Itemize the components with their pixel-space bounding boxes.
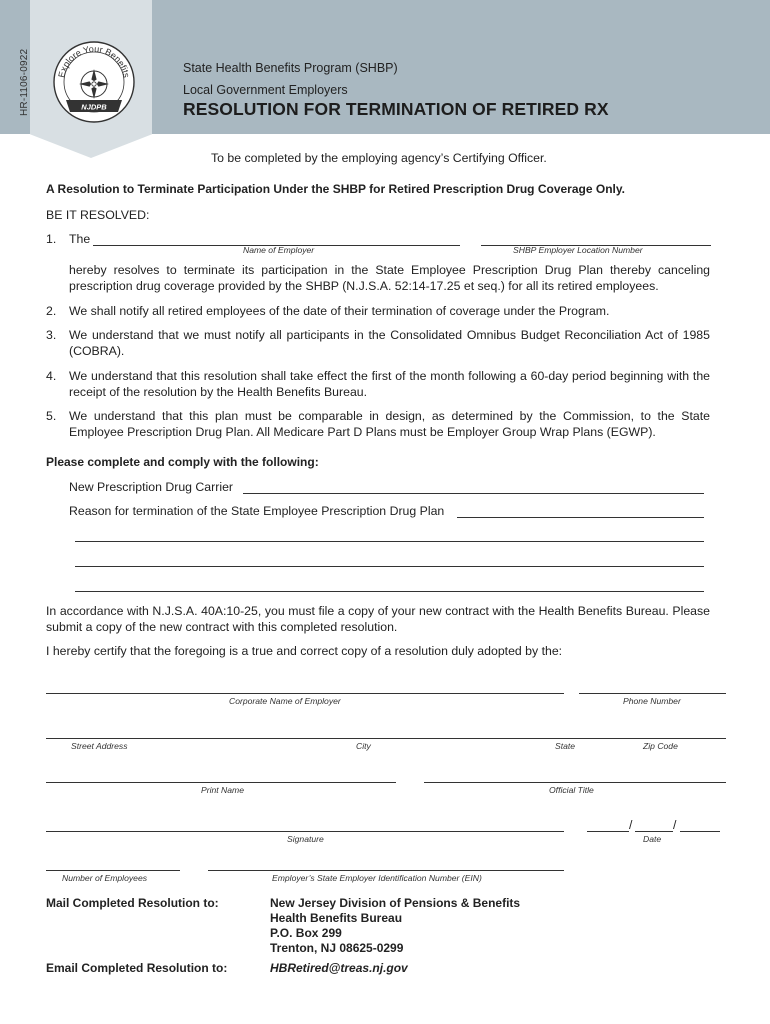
corporate-name-label: Corporate Name of Employer [229, 696, 341, 706]
reason-field[interactable] [457, 517, 704, 518]
signature-label: Signature [287, 834, 324, 844]
seal-bottom-text: NJDPB [81, 102, 107, 112]
state-label: State [555, 741, 576, 751]
item-1-continuation: hereby resolves to terminate its participation in the State Employee Prescription Drug Plan thereby canceling prescription drug coverage provided by the SHBP (N.J.S.A. 52:14-17.25 et seq.) for all its retired employees. [69, 263, 710, 293]
carrier-field[interactable] [243, 493, 704, 494]
item-2-text: We shall notify all retired employees of the date of their termination of coverage under the Program. [69, 304, 610, 318]
phone-field[interactable] [579, 693, 726, 694]
reason-label: Reason for termination of the State Employee Prescription Drug Plan [69, 504, 445, 518]
item-4-text: We understand that this resolution shall take effect the first of the month following a 60-day period beginning with the receipt of the resolution by the Health Benefits Bureau. [69, 369, 710, 399]
item-5-text: We understand that this plan must be comparable in design, as determined by the Commission, to the State Employee Prescription Drug Plan. All Medicare Part D Plans must be Employer Group Wrap Plans (EGWP). [69, 409, 710, 439]
employer-name-label: Name of Employer [243, 245, 315, 255]
be-it-resolved: BE IT RESOLVED: [46, 208, 150, 222]
reason-line-2[interactable] [75, 541, 704, 542]
form-id: HR-1106-0922 [19, 48, 30, 116]
item-1-lead: The [69, 232, 91, 246]
item-3-text: We understand that we must notify all participants in the Consolidated Omnibus Budget Reconciliation Act of 1985 (COBRA). [69, 328, 710, 358]
item-1-number: 1. [46, 232, 57, 246]
mail-line-4: Trenton, NJ 08625-0299 [270, 941, 404, 955]
city-label: City [356, 741, 371, 751]
item-3-number: 3. [46, 328, 57, 342]
email-label: Email Completed Resolution to: [46, 961, 228, 975]
signature-field[interactable] [46, 831, 564, 832]
date-year-field[interactable] [680, 831, 720, 832]
njdpb-seal-logo [52, 40, 136, 124]
date-label: Date [643, 834, 662, 844]
instruction: To be completed by the employing agency’s Certifying Officer. [211, 151, 547, 165]
print-name-label: Print Name [201, 785, 244, 795]
mail-line-2: Health Benefits Bureau [270, 911, 403, 925]
email-address-link[interactable]: HBRetired@treas.nj.gov [270, 961, 408, 975]
date-month-field[interactable] [587, 831, 629, 832]
ein-label: Employer’s State Employer Identification Number (EIN) [272, 873, 482, 883]
date-day-field[interactable] [635, 831, 673, 832]
employees-label: Number of Employees [62, 873, 148, 883]
date-separator-1: / [629, 818, 633, 832]
zip-label: Zip Code [643, 741, 678, 751]
phone-label: Phone Number [623, 696, 681, 706]
employer-location-label: SHBP Employer Location Number [513, 245, 643, 255]
mail-label: Mail Completed Resolution to: [46, 896, 219, 910]
carrier-label: New Prescription Drug Carrier [69, 480, 234, 494]
seal-top-text: Explore Your Benefits [56, 43, 132, 79]
comply-heading: Please complete and comply with the following: [46, 455, 319, 469]
address-field[interactable] [46, 738, 726, 739]
item-2-number: 2. [46, 304, 57, 318]
employees-field[interactable] [46, 870, 180, 871]
employer-type: Local Government Employers [183, 83, 348, 97]
date-separator-2: / [673, 818, 677, 832]
ein-field[interactable] [208, 870, 564, 871]
street-label: Street Address [71, 741, 128, 751]
mail-line-3: P.O. Box 299 [270, 926, 342, 940]
accordance-text: In accordance with N.J.S.A. 40A:10-25, you must file a copy of your new contract with the Health Benefits Bureau. Please submit a copy of the new contract with this completed resolution. [46, 604, 710, 634]
print-name-field[interactable] [46, 782, 396, 783]
page-title: RESOLUTION FOR TERMINATION OF RETIRED RX [183, 99, 609, 119]
mail-line-1: New Jersey Division of Pensions & Benefits [270, 896, 521, 910]
official-title-field[interactable] [424, 782, 726, 783]
reason-line-3[interactable] [75, 566, 704, 567]
item-4-number: 4. [46, 369, 57, 383]
official-title-label: Official Title [549, 785, 594, 795]
reason-line-4[interactable] [75, 591, 704, 592]
program-name: State Health Benefits Program (SHBP) [183, 61, 398, 75]
corporate-name-field[interactable] [46, 693, 564, 694]
certify-text: I hereby certify that the foregoing is a true and correct copy of a resolution duly adopted by the: [46, 644, 563, 658]
resolution-heading: A Resolution to Terminate Participation Under the SHBP for Retired Prescription Drug Coverage Only. [46, 182, 625, 196]
item-5-number: 5. [46, 409, 57, 423]
